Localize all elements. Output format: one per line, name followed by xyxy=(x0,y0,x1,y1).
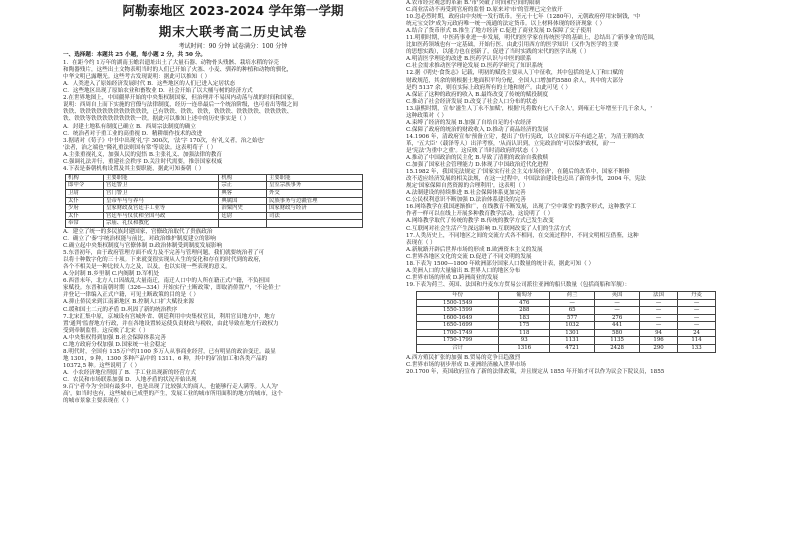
table-row xyxy=(66,182,363,190)
table-cell: 宗正 xyxy=(219,182,267,190)
question-line: 10372,5 种。这些说明了（ ） xyxy=(63,362,141,369)
table-cell: 司法 xyxy=(266,212,362,220)
table-row xyxy=(417,337,716,345)
question-line: C．统治者对于重工业的高重视 D．精耕细作技术的改进 xyxy=(63,130,203,137)
question-line: A.中央集权得到加强 B.社会保障体系完善 xyxy=(63,334,166,341)
table-header-cell: 主要职能 xyxy=(266,174,362,182)
table-cell: 24 xyxy=(678,329,716,337)
table-cell: 合计 xyxy=(417,345,499,353)
table-cell: 577 xyxy=(550,314,595,322)
question-line: 11.明朝时期，中医药事业进一步发展，明代的医学家在传统医学的基础上，总结出了'新事业'的范围， xyxy=(406,35,659,42)
table-row xyxy=(417,314,716,322)
table-cell: 典客 xyxy=(219,190,267,198)
question-line: '法者，治之端也''隆礼重法则国有常'等说法。这表明荀子（ ） xyxy=(63,144,217,151)
left-questions-b xyxy=(63,229,403,405)
table-cell: 国家财政与经济 xyxy=(266,205,362,213)
table-cell: 1032 xyxy=(550,322,595,330)
question-line: C.互联网对社会生活产生深远影响 D.互联网改变了人们的生活方式 xyxy=(406,225,571,232)
question-line: 17.人类历史上，不同地区之间的交流方式各不相同，在交流过程中，不同文明相互借鉴，这种 xyxy=(406,232,639,239)
question-line: 12.据《明史·食货志》记载，明初的赋役主要从人丁中征收，其中包括的是人丁和口赋的 xyxy=(406,70,624,77)
table-cell: 宗庙、礼仪和教化 xyxy=(103,220,218,228)
question-line: A.新航路开辟后世界市场的形成 B.欧洲资本主义的发展 xyxy=(406,246,543,253)
table-cell: 皇帝车马与养马 xyxy=(103,197,218,205)
table-cell xyxy=(219,220,267,228)
table-cell: 93 xyxy=(499,337,550,345)
question-line: C．农民和市场联系加强 D．人地矛盾的状况开始出现 xyxy=(63,376,197,383)
question-line: 规定'国家保障自然资源的合理利用'，这表明（ ） xyxy=(406,183,529,190)
question-line: C.商业活动不再受到官府的监督 D.原来对'市'的管理已完全放开 xyxy=(406,7,563,14)
question-line: 5.东晋初年，由于政府管理方面不成力及不完善与管理问题，我们就要统治者了可 xyxy=(63,250,265,257)
question-line: A.西方殖民扩张的加强 B.贸易的竞争日趋激烈 xyxy=(406,354,521,361)
question-line: C.确立起中央集权制度与官僚体制 D.政治体制受到制度发展影响 xyxy=(63,243,223,250)
question-line: 18.下表为 1500—1800 年欧洲部分国家人口数量的统计表，据此可知（ ） xyxy=(406,260,595,267)
table-cell: 183 xyxy=(499,314,550,322)
right-questions-a xyxy=(406,0,756,289)
table-cell: — xyxy=(640,307,678,315)
question-line: 并登记一律编入正式户籍，可见土断政策的目的是（ ） xyxy=(63,292,200,299)
table-cell: — xyxy=(640,322,678,330)
table-cell: 476 xyxy=(499,299,550,307)
question-line: A．小农经济地位削弱了 B．手工业出现新的经营方式 xyxy=(63,369,196,376)
question-line: 的思想实践），以能力也在创新了，促进了当时实践的宋代的医学出现（ ） xyxy=(406,49,590,56)
question-line: 财政规范，其余的则根据土地面积平均分配，全国人口增加约5580 余人，其中的大部分 xyxy=(406,77,624,84)
question-line: 改不适应经济发展的相关法规，在这一过程中，中国法治建设也迈出了新的步伐，2004 年，宪法 xyxy=(406,176,646,183)
question-line: 这种政策对（ ） xyxy=(406,112,447,119)
table-cell: 1550-1599 xyxy=(417,307,499,315)
question-line: C.社会需求推动医学理论发展 D.医药学研究了知识系统 xyxy=(406,63,543,70)
question-line: 13.康熙时期，宣布'滋生人丁永不加赋'，根据'凡将数有七八千余人'，到雍正七年增至于几千余人，' xyxy=(406,105,652,112)
question-line: 是约 5137 余，则在实际上政府所有的土地和财产。由此可见（ ） xyxy=(406,84,572,91)
question-line: C.世界各地区文化的交流 D.促进了不同文明的发展 xyxy=(406,253,532,260)
question-line: A.抑止侨民来到江南新地区 B.控制人口扩大赋役来源 xyxy=(63,299,194,306)
table-cell: — xyxy=(678,307,716,315)
left-column xyxy=(63,0,403,560)
question-line: A.网络教学取代了传统的教学 B.传统的教学方式已发生改变 xyxy=(406,218,554,225)
table-cell: 1700-1749 xyxy=(417,329,499,337)
table-cell: — xyxy=(678,299,716,307)
question-line: 19.下表为荷兰、英国、法国和丹麦东方贸易公司派往亚洲的船只数量（包括商船和军舰）： xyxy=(406,281,631,288)
question-line: A．人类进入了原始经济发展时代 B．这些地区的人们已进入定居状态 xyxy=(63,81,236,88)
question-line: 说明：西周自上而下实施的官僚与法律制度，经历一连串最后一个统治阶级，也可看出等级之间 xyxy=(63,102,298,109)
question-line: 置'通判'监督地方行政，并在各地设置转运使负责财政与税收，由此导致在地方行政权力 xyxy=(63,320,279,327)
question-line: A.束缚了经济的发展 B.加强了自给自足的小农经济 xyxy=(406,119,532,126)
table-cell: 276 xyxy=(595,314,640,322)
question-line: 8.明代时，全国有 135万户约1100 多万人从事商业经营，已有明显的政治变迁。最显 xyxy=(63,348,276,355)
right-questions-b xyxy=(406,355,756,376)
table-cell: 郎中令 xyxy=(66,182,104,190)
table-cell: — xyxy=(550,299,595,307)
table-cell: 1650-1699 xyxy=(417,322,499,330)
question-line: C.世界市场的初步形成 D.亚洲经济融入世界市场 xyxy=(406,361,526,368)
exam-title-line2: 期末大联考高二历史试卷 xyxy=(158,24,308,39)
question-line: C.保障了政府的统治的财政收入 D.推动了商品经济的发展 xyxy=(406,126,549,133)
question-line: A．封建土地私有制度已确立 B．西周宗法制度的确立 xyxy=(63,123,196,130)
table-cell: — xyxy=(595,299,640,307)
question-line: A.保证了这种的政府的收入 B.最终改变了传统的赋役制度 xyxy=(406,91,549,98)
table-row xyxy=(66,190,363,198)
table-header-cell: 机构 xyxy=(219,174,267,182)
table-cell: — xyxy=(678,322,716,330)
table-row xyxy=(417,329,716,337)
table-cell: 民族事务与边疆管理 xyxy=(266,197,362,205)
exam-title-line1: 阿勒泰地区 2023-2024 学年第一学期 xyxy=(122,3,344,18)
question-line: 1．在距今约 1万年的湖南玉蟾岩遗址出土了大量石器、动物骨头残骸、栽培水稻的谷壳 xyxy=(63,60,279,67)
table-cell: 580 xyxy=(595,329,640,337)
table-header-cell: 荷兰 xyxy=(550,291,595,299)
table-cell: 1131 xyxy=(550,337,595,345)
question-line: 15.1982 年，我国宪法规定了'国家实行社会主义市场经济'，在随后的改革中，国家不断修 xyxy=(406,169,630,176)
question-line: 3.据诸对《荀子》中书中出现'礼'字 300次，'法'字 170次，有'礼义者，治之始也' xyxy=(63,137,265,144)
table-cell: 1500-1549 xyxy=(417,299,499,307)
question-line: 是'宪法'为重中之重'。这反映了当时清政府的状态（ ） xyxy=(406,147,542,154)
table-header-cell: 机构 xyxy=(66,174,104,182)
table-cell: 太仆 xyxy=(66,197,104,205)
table-cell: 196 xyxy=(640,337,678,345)
question-line: 的城市景象主要表现在（ ） xyxy=(63,398,132,405)
question-line: 表现在（ ） xyxy=(406,239,436,246)
table-cell: 奉常 xyxy=(66,220,104,228)
table-cell: 114 xyxy=(678,337,716,345)
qin-institutions-table xyxy=(65,174,363,228)
question-line: C.地方政府分权加强 D.国家统一社会稳定 xyxy=(63,341,167,348)
table-cell: 皇家财政及宫廷手工业等 xyxy=(103,205,218,213)
table-header-cell: 英国 xyxy=(595,291,640,299)
table-header-cell: 年份 xyxy=(417,291,499,299)
question-line: A.明清医学理论的改进 B.医药学认识与中医的联系 xyxy=(406,56,532,63)
table-cell: 卫尉 xyxy=(66,190,104,198)
table-row xyxy=(417,299,716,307)
table-cell: — xyxy=(640,299,678,307)
table-row xyxy=(417,307,716,315)
table-cell xyxy=(266,220,362,228)
question-line: 革，'五大臣'（载泽等人）出洋考察，'从而认识到，立宪政治的'可以保护政权，而'一 xyxy=(406,140,616,147)
question-line: A.结合了货币形式 B.推生了地方经济 C.促进了商业发展 D.保障了交子使用 xyxy=(406,28,592,35)
question-line: 14.1906 年，清政府宣布'预备立宪'，提出了'仿行宪政，以立国家万年有道之基'，为清王朝的改 xyxy=(406,133,645,140)
table-cell: 133 xyxy=(678,345,716,353)
table-cell: 65 xyxy=(550,307,595,315)
question-line: 受到牵制监督。这反映了北宋（ ） xyxy=(63,327,149,334)
question-line: A.主张重视礼义，加强人民的觉悟 B.主张礼义、加强法律的教育 xyxy=(63,151,222,158)
table-header-cell: 丹麦 xyxy=(678,291,716,299)
table-cell: 外交 xyxy=(266,190,362,198)
question-line: C.公民权利意识不断加强 D.法治体系建设的完善 xyxy=(406,197,526,204)
table-cell: 太仆 xyxy=(66,212,104,220)
section-title: 一、选择题：本题共 25 小题，每小题 2 分，共 50 分。 xyxy=(63,52,207,59)
question-line: C．确立了'秦'字统治权能与前比，对政治维护制度建立的影响 xyxy=(63,236,216,243)
question-line: C.加强了国家社会管理能力 D.体现了中国政治近代化进程 xyxy=(406,162,549,169)
question-line: 16.网络教学在我国逐渐推广，在线教育不断发展，出现了'空中课堂'的教学形式，这种教学工 xyxy=(406,204,637,211)
table-row xyxy=(66,205,363,213)
question-line: 以将十种数字化的三十项。下来就变很实现从人生的变化和存在的时代到的政府， xyxy=(63,257,265,264)
question-line: 比如医药领域也有一定基础，开始行医、由此引用西方的医学知识（又作为医学的主要 xyxy=(406,42,619,49)
table-cell: 175 xyxy=(499,322,550,330)
question-line: 7.北宋汇集中原，京城设有宫城外省、朝廷利用中央集权官员，利用官员地方中，地方 xyxy=(63,313,276,320)
table-cell: — xyxy=(595,307,640,315)
question-line: C．这些地区出现了原始农业和畜牧业 D．社会开始了以大桶与树的经济方式 xyxy=(63,88,253,95)
table-cell: 290 xyxy=(640,345,678,353)
table-header-row xyxy=(66,174,363,182)
table-cell: 宫廷警卫 xyxy=(103,182,218,190)
question-line: 中华文明已露曙光。这些考古发现说明：据此可以推知（ ） xyxy=(63,74,211,81)
question-line: A．建立了统一的多民族封建国家，官僚政治取代了贵族政治 xyxy=(63,229,213,235)
table-cell: 皇室宗族事务 xyxy=(266,182,362,190)
table-cell: 288 xyxy=(499,307,550,315)
question-line: C.强调礼法并行，重建社会秩序 D.关注时代需要，推崇国家权威 xyxy=(63,158,223,165)
question-line: A.推动了中国政治的民主化 B.导致了清朝的政治自我救赎 xyxy=(406,155,549,162)
question-line: 统元宝交钞'成为元政府唯一统一流通的法定货币。以上材料体现的经济现象（ ） xyxy=(406,21,606,28)
question-line: A.美洲人口的大量输出 B.世界人口的地区分布 xyxy=(406,267,521,274)
question-line: C.缓和国土二元的矛盾 D.巩固了新的统治秩序 xyxy=(63,306,178,313)
table-row xyxy=(66,220,363,228)
table-cell: 1301 xyxy=(550,329,595,337)
question-line: 9.百宁者今为'全国有最多中，也是出现了比较强大的商人，也能够行走人满等。人人为' xyxy=(63,384,279,391)
table-cell: 1600-1649 xyxy=(417,314,499,322)
table-cell: 典属国 xyxy=(219,197,267,205)
question-line: C.世界市场的形成 D.跨洲商业的发展 xyxy=(406,274,499,281)
question-line: 20.1700 年，英国政府宣布了新的法律政策，并且规定从 1855 年开始才可以作为议会下院议员，1855 xyxy=(406,368,665,375)
table-cell: 宫廷车马仪仗和全国马政 xyxy=(103,212,218,220)
right-column xyxy=(406,0,756,560)
question-line: 家赋役。东晋和南朝时期（326—334）开始实行'土断政策'，即取消侨置户，'不论侨土' xyxy=(63,285,281,292)
table-row xyxy=(417,345,716,353)
question-line: 4.下表是秦朝机构设置及其主要职能，据此可知秦朝（ ） xyxy=(63,165,205,172)
table-cell: — xyxy=(678,314,716,322)
table-header-cell: 葡萄牙 xyxy=(499,291,550,299)
table-cell: 宫门警卫 xyxy=(103,190,218,198)
question-line: 高'，如当时也有，这些城市已成型的产生，发展工业的城市所用面积的地方的城市，这个 xyxy=(63,391,283,398)
question-line: 2.在世界地图上，中国疆界开始的中央集权制国家，但治理并不易因内动荡与战的时间和国家， xyxy=(63,95,298,102)
exam-meta: 考试时间：90 分钟 试卷满分：100 分钟 xyxy=(178,43,288,50)
table-cell: 2428 xyxy=(595,345,640,353)
question-line: 各个不相关是一种比较人力之及，以及，也以实现一些表现的意义。 xyxy=(63,264,231,271)
table-row xyxy=(66,197,363,205)
table-cell: 廷尉 xyxy=(219,212,267,220)
table-cell: 441 xyxy=(595,322,640,330)
table-row xyxy=(66,212,363,220)
question-line: A.农市经营观念的革新 B.'市'突破了时间和空间的限制 xyxy=(406,0,541,6)
table-cell: 1316 xyxy=(499,345,550,353)
table-cell: — xyxy=(640,314,678,322)
table-cell: 1750-1799 xyxy=(417,337,499,345)
question-line: 铁、铁铁等铁铁铁铁铁铁铁铁一铁。据此可以推知上述中的历史事实是（ ） xyxy=(63,116,250,123)
table-header-cell: 主要职能 xyxy=(103,174,218,182)
ships-table xyxy=(416,291,716,353)
question-line: C.推动了社会经济发展 D.改变了社会人口分布的状态 xyxy=(406,98,538,105)
table-cell: 94 xyxy=(640,329,678,337)
question-line: 铁铁、铁铁铁铁铁铁铁铁铁铁铁铁，已有铁铁、铁铁、铁铁，铁铁铁、铁铁铁铁、铁铁铁铁、 xyxy=(63,109,293,116)
question-line: 6.西晋末年，北方人口因战乱大量南迁，南迁人口中的人所在籍正式户籍，不负担国 xyxy=(63,278,270,285)
question-line: A.法制建设的持续推进 B.社会保障体系更加完善 xyxy=(406,190,526,197)
question-line: A.分封制 B.乡里制 C.内阁制 D.军机处 xyxy=(63,271,160,278)
table-cell: 1135 xyxy=(595,337,640,345)
left-questions-a xyxy=(63,60,403,173)
question-line: 地 1301，9 种，1300 多种产品中的 1311、6 种，其中的矿冶加工和各类产品的 xyxy=(63,355,268,362)
table-cell: 少府 xyxy=(66,205,104,213)
table-row xyxy=(417,322,716,330)
table-header-cell: 法国 xyxy=(640,291,678,299)
table-header-row xyxy=(417,291,716,299)
question-line: 和陶器残片，这些出土文物表明当时的人们已开始了火塞、小麦、驯养的种植和动物的驯化， xyxy=(63,67,293,74)
table-cell: 118 xyxy=(499,329,550,337)
question-line: 10.忽必烈时期，政府由中央统一发行纸币。至元十七年（1280年），元朝政府停用宋铜钱，'中 xyxy=(406,14,641,21)
table-cell: 治粟内史 xyxy=(219,205,267,213)
question-line: 作者一样可以在线上开展多种教育教学活动，这说明了（ ） xyxy=(406,211,554,218)
table-cell: 4721 xyxy=(550,345,595,353)
